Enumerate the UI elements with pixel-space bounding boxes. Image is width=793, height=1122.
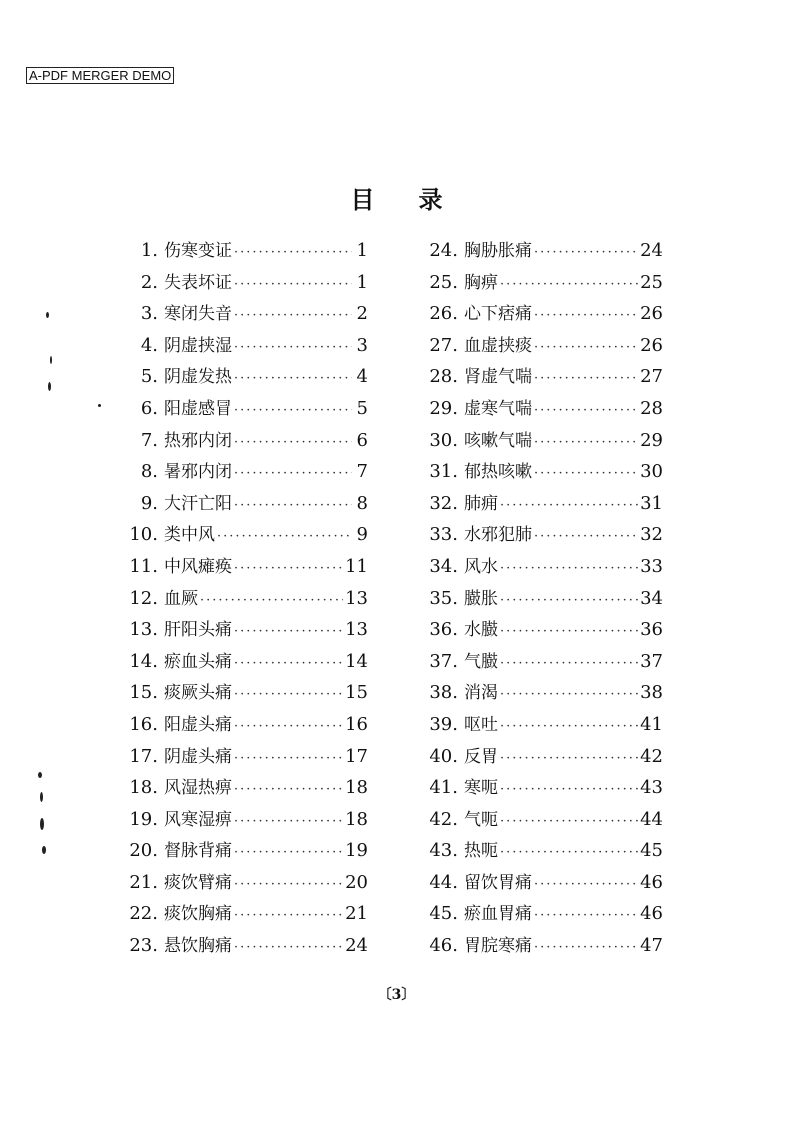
entry-page-number: 13	[345, 619, 368, 641]
entry-page-number: 4	[356, 366, 368, 388]
dot-leader	[500, 782, 638, 797]
entry-title: 郁热咳嗽	[464, 462, 532, 483]
dot-leader	[534, 308, 638, 323]
entry-title: 寒闭失音	[164, 304, 232, 325]
entry-title: 暑邪内闭	[164, 462, 232, 483]
entry-number: 16.	[129, 713, 158, 735]
entry-title: 痰饮臂痛	[164, 872, 232, 893]
entry-title: 风水	[464, 556, 498, 577]
dot-leader	[234, 656, 343, 671]
toc-entry	[110, 899, 368, 931]
entry-title: 阳虚感冒	[164, 398, 232, 419]
toc-entry	[110, 331, 368, 363]
entry-page-number: 46	[640, 903, 663, 925]
toc-left-column	[110, 236, 368, 963]
toc-entry	[110, 457, 368, 489]
dot-leader	[534, 940, 638, 955]
entry-page-number: 9	[356, 524, 368, 546]
entry-number: 12.	[129, 587, 158, 609]
entry-title: 肾虚气喘	[464, 367, 532, 388]
entry-title: 血厥	[164, 588, 198, 609]
entry-page-number: 21	[345, 903, 368, 925]
dot-leader	[217, 529, 352, 544]
entry-number: 1.	[140, 240, 158, 261]
entry-page-number: 26	[640, 303, 663, 325]
toc-entry	[408, 742, 663, 774]
dot-leader	[500, 656, 638, 671]
entry-title: 肝阳头痛	[164, 620, 232, 641]
entry-number: 3.	[140, 303, 158, 325]
dot-leader	[500, 845, 638, 860]
entry-page-number: 38	[640, 682, 663, 704]
entry-page-number: 30	[640, 461, 663, 483]
toc-entry	[408, 615, 663, 647]
toc-entry	[408, 331, 663, 363]
entry-number: 21.	[129, 871, 158, 893]
entry-title: 气呃	[464, 809, 498, 830]
entry-number: 42.	[429, 808, 458, 830]
entry-number: 30.	[429, 429, 458, 451]
entry-page-number: 44	[640, 808, 663, 830]
entry-number: 24.	[429, 240, 458, 261]
toc-entry	[408, 773, 663, 805]
entry-page-number: 33	[640, 555, 663, 577]
toc-right-column	[408, 236, 663, 963]
entry-number: 45.	[429, 903, 458, 925]
dot-leader	[234, 687, 343, 702]
entry-title: 虚寒气喘	[464, 398, 532, 419]
toc-entry	[110, 742, 368, 774]
toc-entry	[408, 552, 663, 584]
dot-leader	[500, 751, 638, 766]
entry-page-number: 47	[640, 935, 663, 957]
entry-number: 35.	[429, 587, 458, 609]
entry-number: 17.	[129, 745, 158, 767]
scan-speck	[50, 356, 52, 364]
dot-leader	[500, 277, 638, 292]
entry-title: 消渴	[464, 683, 498, 704]
entry-number: 25.	[429, 271, 458, 293]
toc-entry	[110, 647, 368, 679]
entry-page-number: 26	[640, 334, 663, 356]
entry-number: 14.	[129, 650, 158, 672]
dot-leader	[500, 593, 638, 608]
entry-number: 15.	[129, 682, 158, 704]
dot-leader	[534, 466, 638, 481]
toc-entry	[110, 394, 368, 426]
dot-leader	[234, 751, 343, 766]
entry-page-number: 19	[345, 840, 368, 862]
entry-number: 33.	[429, 524, 458, 546]
dot-leader	[234, 466, 352, 481]
entry-title: 痰厥头痛	[164, 683, 232, 704]
watermark-label: A-PDF MERGER DEMO	[26, 67, 174, 84]
dot-leader	[234, 624, 343, 639]
entry-title: 类中风	[164, 525, 215, 546]
page-number: 〔3〕	[377, 987, 416, 1003]
toc-entry	[110, 426, 368, 458]
entry-page-number: 8	[356, 492, 368, 514]
scan-speck	[40, 818, 44, 830]
entry-number: 22.	[129, 903, 158, 925]
toc-entry	[408, 236, 663, 268]
toc-entry	[408, 426, 663, 458]
dot-leader	[234, 877, 343, 892]
toc-entry	[408, 268, 663, 300]
dot-leader	[234, 277, 352, 292]
dot-leader	[534, 245, 638, 260]
entry-number: 7.	[140, 429, 158, 451]
entry-title: 咳嗽气喘	[464, 430, 532, 451]
scan-speck	[38, 772, 42, 778]
toc-entry	[110, 299, 368, 331]
dot-leader	[534, 371, 638, 386]
entry-page-number: 24	[640, 240, 663, 261]
entry-number: 19.	[129, 808, 158, 830]
entry-title: 气臌	[464, 651, 498, 672]
toc-entry	[408, 394, 663, 426]
toc-entry	[408, 299, 663, 331]
scan-speck	[46, 312, 49, 318]
dot-leader	[500, 814, 638, 829]
dot-leader	[234, 498, 352, 513]
entry-title: 呕吐	[464, 714, 498, 735]
toc-entry	[408, 647, 663, 679]
toc-entry	[408, 520, 663, 552]
entry-title: 风寒湿痹	[164, 809, 232, 830]
toc-entry	[408, 805, 663, 837]
dot-leader	[234, 908, 343, 923]
dot-leader	[534, 435, 638, 450]
entry-number: 2.	[140, 271, 158, 293]
entry-number: 40.	[429, 745, 458, 767]
entry-number: 8.	[140, 461, 158, 483]
entry-title: 热呃	[464, 841, 498, 862]
entry-number: 5.	[140, 366, 158, 388]
toc-entry	[110, 236, 368, 268]
entry-page-number: 24	[345, 935, 368, 957]
entry-title: 留饮胃痛	[464, 872, 532, 893]
entry-page-number: 42	[640, 745, 663, 767]
dot-leader	[500, 624, 638, 639]
scan-speck	[42, 846, 46, 854]
toc-entry	[110, 552, 368, 584]
entry-page-number: 1	[356, 271, 368, 293]
toc-entry	[110, 584, 368, 616]
toc-entry	[110, 836, 368, 868]
entry-page-number: 11	[345, 555, 368, 577]
entry-number: 41.	[429, 777, 458, 799]
toc-entry	[408, 584, 663, 616]
entry-title: 中风瘫痪	[164, 556, 232, 577]
dot-leader	[234, 435, 352, 450]
dot-leader	[534, 403, 638, 418]
entry-page-number: 20	[345, 871, 368, 893]
dot-leader	[200, 593, 343, 608]
scan-speck	[48, 382, 51, 391]
entry-title: 失表坏证	[164, 272, 232, 293]
entry-title: 反胃	[464, 746, 498, 767]
entry-page-number: 28	[640, 397, 663, 419]
dot-leader	[234, 561, 343, 576]
entry-page-number: 18	[345, 777, 368, 799]
toc-entry	[408, 457, 663, 489]
toc-entry	[110, 489, 368, 521]
dot-leader	[234, 845, 343, 860]
entry-title: 瘀血头痛	[164, 651, 232, 672]
toc-entry	[110, 615, 368, 647]
toc-entry	[110, 773, 368, 805]
entry-page-number: 25	[640, 271, 663, 293]
toc-entry	[110, 868, 368, 900]
scan-speck	[40, 792, 43, 802]
entry-title: 痰饮胸痛	[164, 904, 232, 925]
toc-entry	[110, 520, 368, 552]
dot-leader	[234, 814, 343, 829]
entry-number: 10.	[129, 524, 158, 546]
entry-page-number: 15	[345, 682, 368, 704]
entry-page-number: 1	[356, 240, 368, 261]
entry-page-number: 32	[640, 524, 663, 546]
dot-leader	[234, 403, 352, 418]
toc-entry	[408, 678, 663, 710]
entry-page-number: 27	[640, 366, 663, 388]
dot-leader	[534, 340, 638, 355]
entry-number: 46.	[429, 935, 458, 957]
toc-entry	[110, 268, 368, 300]
entry-page-number: 41	[640, 713, 663, 735]
dot-leader	[534, 877, 638, 892]
entry-title: 瘀血胃痛	[464, 904, 532, 925]
entry-page-number: 17	[345, 745, 368, 767]
entry-title: 胸痹	[464, 272, 498, 293]
entry-title: 水臌	[464, 620, 498, 641]
entry-number: 37.	[429, 650, 458, 672]
entry-page-number: 37	[640, 650, 663, 672]
entry-title: 热邪内闭	[164, 430, 232, 451]
dot-leader	[534, 529, 638, 544]
entry-page-number: 36	[640, 619, 663, 641]
entry-page-number: 6	[356, 429, 368, 451]
entry-title: 督脉背痛	[164, 841, 232, 862]
entry-title: 风湿热痹	[164, 778, 232, 799]
toc-entry	[408, 710, 663, 742]
dot-leader	[234, 371, 352, 386]
entry-title: 阳虚头痛	[164, 714, 232, 735]
entry-number: 27.	[429, 334, 458, 356]
entry-page-number: 43	[640, 777, 663, 799]
toc-entry	[110, 710, 368, 742]
entry-number: 18.	[129, 777, 158, 799]
entry-number: 32.	[429, 492, 458, 514]
entry-title: 心下痞痛	[464, 304, 532, 325]
entry-page-number: 31	[640, 492, 663, 514]
dot-leader	[500, 719, 638, 734]
dot-leader	[534, 908, 638, 923]
entry-number: 11.	[129, 555, 158, 577]
toc-entry	[408, 362, 663, 394]
toc-entry	[110, 362, 368, 394]
entry-number: 36.	[429, 619, 458, 641]
toc-entry	[110, 678, 368, 710]
entry-number: 20.	[129, 840, 158, 862]
entry-number: 31.	[429, 461, 458, 483]
entry-title: 胃脘寒痛	[464, 936, 532, 957]
entry-title: 阴虚发热	[164, 367, 232, 388]
entry-title: 寒呃	[464, 778, 498, 799]
dot-leader	[500, 561, 638, 576]
dot-leader	[234, 245, 352, 260]
dot-leader	[234, 340, 352, 355]
dot-leader	[234, 308, 352, 323]
dot-leader	[500, 687, 638, 702]
entry-title: 大汗亡阳	[164, 493, 232, 514]
entry-title: 血虚挟痰	[464, 335, 532, 356]
scan-speck	[98, 404, 101, 407]
entry-page-number: 5	[356, 397, 368, 419]
entry-number: 44.	[429, 871, 458, 893]
entry-number: 38.	[429, 682, 458, 704]
entry-page-number: 34	[640, 587, 663, 609]
entry-page-number: 13	[345, 587, 368, 609]
entry-title: 水邪犯肺	[464, 525, 532, 546]
entry-number: 9.	[140, 492, 158, 514]
entry-number: 23.	[129, 935, 158, 957]
entry-title: 肺痈	[464, 493, 498, 514]
entry-title: 阴虚头痛	[164, 746, 232, 767]
entry-number: 43.	[429, 840, 458, 862]
entry-title: 悬饮胸痛	[164, 936, 232, 957]
toc-entry	[408, 899, 663, 931]
toc-entry	[408, 836, 663, 868]
toc-entry	[110, 805, 368, 837]
page-title: 目录	[350, 186, 487, 214]
entry-title: 阴虚挟湿	[164, 335, 232, 356]
entry-page-number: 3	[356, 334, 368, 356]
toc-entry	[408, 489, 663, 521]
entry-page-number: 46	[640, 871, 663, 893]
entry-title: 臌胀	[464, 588, 498, 609]
entry-page-number: 14	[345, 650, 368, 672]
dot-leader	[234, 782, 343, 797]
entry-number: 34.	[429, 555, 458, 577]
entry-number: 29.	[429, 397, 458, 419]
entry-number: 6.	[140, 397, 158, 419]
entry-page-number: 29	[640, 429, 663, 451]
entry-title: 胸胁胀痛	[464, 241, 532, 261]
entry-number: 26.	[429, 303, 458, 325]
entry-page-number: 45	[640, 840, 663, 862]
entry-page-number: 16	[345, 713, 368, 735]
toc-entry	[408, 931, 663, 963]
entry-page-number: 2	[356, 303, 368, 325]
entry-page-number: 7	[356, 461, 368, 483]
dot-leader	[234, 940, 343, 955]
dot-leader	[234, 719, 343, 734]
entry-number: 13.	[129, 619, 158, 641]
toc-entry	[110, 931, 368, 963]
entry-number: 28.	[429, 366, 458, 388]
dot-leader	[500, 498, 638, 513]
entry-title: 伤寒变证	[164, 241, 232, 261]
entry-number: 4.	[140, 334, 158, 356]
entry-page-number: 18	[345, 808, 368, 830]
toc-entry	[408, 868, 663, 900]
entry-number: 39.	[429, 713, 458, 735]
